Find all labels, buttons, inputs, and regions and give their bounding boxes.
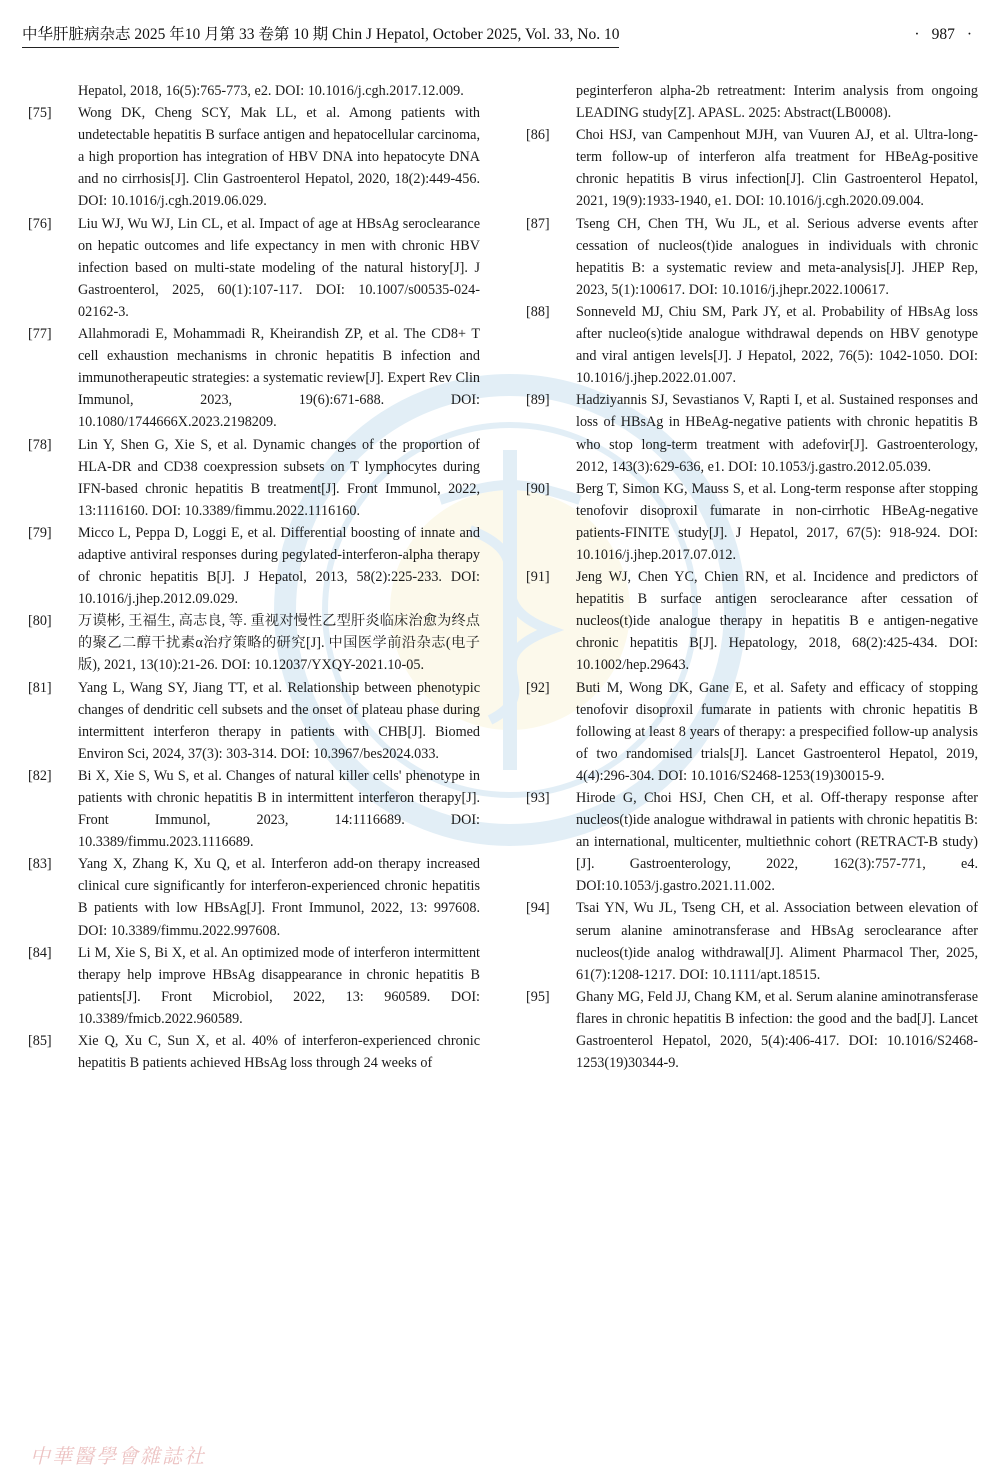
running-header bbox=[22, 24, 978, 46]
reference-number: [89] bbox=[526, 392, 550, 409]
reference-number: [85] bbox=[28, 1033, 52, 1050]
reference-text: Wong DK, Cheng SCY, Mak LL, et al. Among patients with undetectable hepatitis B surface antigen and hepatocellular carcinoma, a high proportion has integration of HBV DNA into hepatocyte DNA and no cirrhosis[J]. Clin Gastroenterol Hepatol, 2020, 18(2):449-456. DOI: 10.1016/j.cgh.2019.06.029. bbox=[78, 105, 480, 210]
reference-item bbox=[526, 124, 978, 212]
reference-text: Liu WJ, Wu WJ, Lin CL, et al. Impact of age at HBsAg seroclearance on hepatic outcomes and life expectancy in men with chronic HBV infection based on multi-state modeling of the natural history[J]. J Gastroenterol, 2025, 60(1):107-117. DOI: 10.1007/s00535-024-02162-3. bbox=[78, 215, 480, 320]
publisher-watermark-text: 中華醫學會雜誌社 bbox=[30, 1444, 206, 1468]
reference-text: 万谟彬, 王福生, 高志良, 等. 重视对慢性乙型肝炎临床治愈为终点的聚乙二醇干扰素α治疗策略的研究[J]. 中国医学前沿杂志(电子版), 2021, 13(10):21-26. DOI: 10.12037/YXQY-2021.10-05. bbox=[78, 613, 480, 674]
page-number-group bbox=[908, 24, 978, 46]
reference-text: Xie Q, Xu C, Sun X, et al. 40% of interferon-experienced chronic hepatitis B patients achieved HBsAg loss through 24 weeks of bbox=[78, 1033, 480, 1072]
reference-number: [95] bbox=[526, 988, 550, 1005]
page-dot-left: · bbox=[914, 26, 920, 43]
reference-text: Berg T, Simon KG, Mauss S, et al. Long-term response after stopping tenofovir disoproxil fumarate in non-cirrhotic HBeAg-negative patients-FINITE study[J]. J Hepatol, 2017, 67(5): 918-924. DOI: 10.1016/j.jhep.2017.07.012. bbox=[576, 480, 978, 563]
reference-text: Hirode G, Choi HSJ, Chen CH, et al. Off-therapy response after nucleos(t)ide analogue withdrawal in patients with chronic hepatitis B: an international, multicenter, multiethnic cohort (RETRACT-B study)[J]. Gastroenterology, 2022, 162(3):757-771, e4. DOI:10.1053/j.gastro.2021.11.002. bbox=[576, 790, 978, 895]
reference-number: [90] bbox=[526, 480, 550, 497]
reference-text: Allahmoradi E, Mohammadi R, Kheirandish ZP, et al. The CD8+ T cell exhaustion mechanisms in chronic hepatitis B infection and immunotherapeutic strategies: a systematic review[J]. Expert Rev Clin Immunol, 2023, 19(6):671-688. DOI: 10.1080/1744666X.2023.2198209. bbox=[78, 326, 480, 431]
reference-item bbox=[28, 853, 480, 941]
reference-text: Tseng CH, Chen TH, Wu JL, et al. Serious adverse events after cessation of nucleos(t)ide analogues in individuals with chronic hepatitis B: a systematic review and meta-analysis[J]. JHEP Rep, 2023, 5(1):100617. DOI: 10.1016/j.jhepr.2022.100617. bbox=[576, 215, 978, 298]
reference-text: Choi HSJ, van Campenhout MJH, van Vuuren AJ, et al. Ultra-long-term follow-up of interferon alfa treatment for HBeAg-positive chronic hepatitis B virus infection[J]. Clin Gastroenterol Hepatol, 2021, 19(9):1933-1940, e1. DOI: 10.1016/j.cgh.2020.09.004. bbox=[576, 127, 978, 210]
reference-number: [94] bbox=[526, 900, 550, 917]
reference-item bbox=[526, 986, 978, 1074]
reference-item bbox=[28, 677, 480, 765]
reference-text: Lin Y, Shen G, Xie S, et al. Dynamic changes of the proportion of HLA-DR and CD38 coexpression subsets on T lymphocytes during IFN-based chronic hepatitis B treatment[J]. Front Immunol, 2022, 13:1116160. DOI: 10.3389/fimmu.2022.1116160. bbox=[78, 436, 480, 519]
reference-number: [92] bbox=[526, 679, 550, 696]
reference-text: Bi X, Xie S, Wu S, et al. Changes of natural killer cells' phenotype in patients with chronic hepatitis B in intermittent interferon therapy[J]. Front Immunol, 2023, 14:1116689. DOI: 10.3389/fimmu.2023.1116689. bbox=[78, 767, 480, 851]
reference-text: Ghany MG, Feld JJ, Chang KM, et al. Serum alanine aminotransferase flares in chronic hepatitis B infection: the good and the bad[J]. Lancet Gastroenterol Hepatol, 2020, 5(4):406-417. DOI: 10.1016/S2468-1253(19)30344-9. bbox=[576, 988, 978, 1072]
reference-number: [76] bbox=[28, 215, 52, 232]
reference-number: [75] bbox=[28, 105, 52, 122]
reference-number: [88] bbox=[526, 303, 550, 320]
reference-number: [87] bbox=[526, 215, 550, 232]
reference-text: Li M, Xie S, Bi X, et al. An optimized mode of interferon intermittent therapy help improve HBsAg disappearance in chronic hepatitis B patients[J]. Front Microbiol, 2022, 13: 960589. DOI: 10.3389/fmicb.2022.960589. bbox=[78, 944, 480, 1027]
reference-text: Yang L, Wang SY, Jiang TT, et al. Relationship between phenotypic changes of dendritic cell subsets and the onset of plateau phase during intermittent interferon therapy in patients with CHB[J]. Biomed Environ Sci, 2024, 37(3): 303-314. DOI: 10.3967/bes2024.033. bbox=[78, 679, 480, 762]
reference-text: peginterferon alpha-2b retreatment: Interim analysis from ongoing LEADING study[Z]. APASL. 2025: Abstract(LB0008). bbox=[576, 83, 978, 122]
reference-text: Sonneveld MJ, Chiu SM, Park JY, et al. Probability of HBsAg loss after nucleo(s)tide analogue withdrawal depends on HBV genotype and viral antigen levels[J]. J Hepatol, 2022, 76(5): 1042-1050. DOI: 10.1016/j.jhep.2022.01.007. bbox=[576, 303, 978, 387]
reference-text: Hadziyannis SJ, Sevastianos V, Rapti I, et al. Sustained responses and loss of HBsAg in HBeAg-negative patients with chronic hepatitis B who stop long-term treatment with adefovir[J]. Gastroenterology, 2012, 143(3):629-636, e1. DOI: 10.1053/j.gastro.2012.05.039. bbox=[576, 392, 978, 475]
reference-item bbox=[526, 478, 978, 566]
reference-item bbox=[28, 80, 480, 102]
reference-number: [83] bbox=[28, 856, 52, 873]
page-dot-right: · bbox=[966, 26, 972, 43]
page-number: 987 bbox=[931, 26, 955, 43]
reference-number: [86] bbox=[526, 127, 550, 144]
reference-item bbox=[28, 765, 480, 853]
journal-citation-line: 中华肝脏病杂志 2025 年10 月第 33 卷第 10 期 Chin J Hepatol, October 2025, Vol. 33, No. 10 bbox=[22, 24, 619, 48]
reference-column-left bbox=[28, 80, 480, 1074]
reference-text: Micco L, Peppa D, Loggi E, et al. Differential boosting of innate and adaptive antiviral responses during pegylated-interferon-alpha therapy of chronic hepatitis B[J]. J Hepatol, 2013, 58(2):225-233. DOI: 10.1016/j.jhep.2012.09.029. bbox=[78, 524, 480, 608]
reference-item bbox=[28, 434, 480, 522]
reference-number: [77] bbox=[28, 326, 52, 343]
reference-item bbox=[526, 677, 978, 787]
reference-item bbox=[28, 323, 480, 433]
reference-text: Jeng WJ, Chen YC, Chien RN, et al. Incidence and predictors of hepatitis B surface antigen seroclearance after cessation of nucleos(t)ide analogue therapy in hepatitis B e antigen-negative chronic hepatitis B[J]. Hepatology, 2018, 68(2):425-434. DOI: 10.1002/hep.29643. bbox=[576, 569, 978, 674]
reference-item bbox=[526, 389, 978, 477]
reference-item bbox=[28, 610, 480, 676]
reference-number: [91] bbox=[526, 569, 550, 586]
reference-item bbox=[28, 522, 480, 610]
reference-number: [80] bbox=[28, 613, 52, 630]
reference-item bbox=[526, 897, 978, 985]
reference-text: Tsai YN, Wu JL, Tseng CH, et al. Association between elevation of serum alanine aminotransferase and HBsAg seroclearance after nucleos(t)ide analog withdrawal[J]. Aliment Pharmacol Ther, 2025, 61(7):1208-1217. DOI: 10.1111/apt.18515. bbox=[576, 900, 978, 983]
reference-item bbox=[28, 213, 480, 323]
reference-number: [78] bbox=[28, 436, 52, 453]
reference-number: [79] bbox=[28, 524, 52, 541]
reference-item bbox=[526, 301, 978, 389]
reference-text: Buti M, Wong DK, Gane E, et al. Safety and efficacy of stopping tenofovir disoproxil fumarate in patients with chronic hepatitis B following at least 8 years of therapy: a prespecified follow-up analysis of two randomised trials[J]. Lancet Gastroenterol Hepatol, 2019, 4(4):296-304. DOI: 10.1016/S2468-1253(19)30015-9. bbox=[576, 679, 978, 784]
reference-item bbox=[526, 213, 978, 301]
reference-text: Hepatol, 2018, 16(5):765-773, e2. DOI: 10.1016/j.cgh.2017.12.009. bbox=[78, 83, 464, 99]
reference-number: [81] bbox=[28, 679, 52, 696]
reference-number: [93] bbox=[526, 790, 550, 806]
reference-item bbox=[526, 787, 978, 897]
reference-item bbox=[28, 1030, 480, 1074]
reference-text: Yang X, Zhang K, Xu Q, et al. Interferon add-on therapy increased clinical cure significantly for interferon-experienced chronic hepatitis B patients with low HBsAg[J]. Front Immunol, 2022, 13: 997608. DOI: 10.3389/fimmu.2022.997608. bbox=[78, 856, 480, 939]
reference-number: [82] bbox=[28, 767, 52, 784]
reference-item bbox=[526, 566, 978, 676]
footer-watermark bbox=[0, 1428, 1000, 1476]
reference-number: [84] bbox=[28, 944, 52, 961]
reference-item bbox=[28, 102, 480, 212]
reference-item bbox=[28, 942, 480, 1030]
reference-item bbox=[526, 80, 978, 124]
reference-column-right bbox=[526, 80, 978, 1074]
